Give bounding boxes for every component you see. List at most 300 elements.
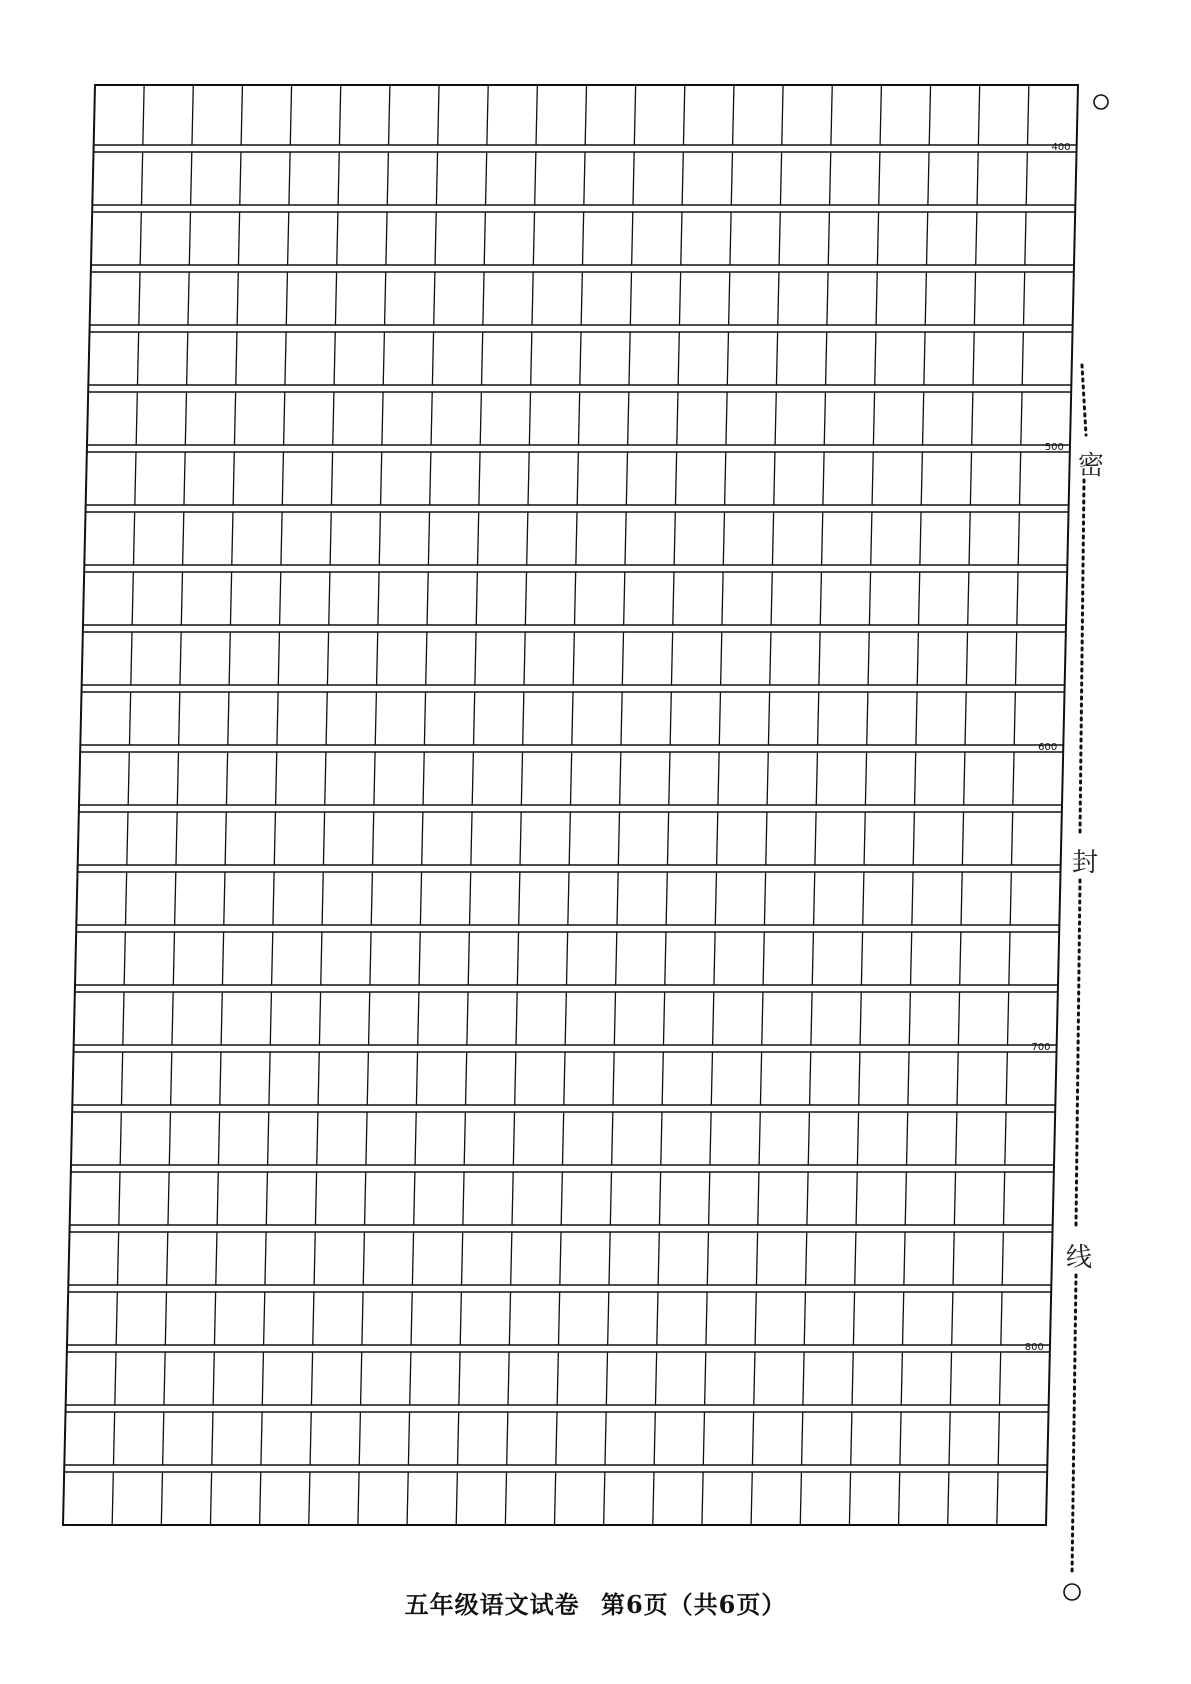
cell-divider [767,752,768,805]
cell-divider [508,1352,509,1405]
cell-divider [220,1052,221,1105]
cell-divider [175,872,176,925]
cell-divider [317,1112,318,1165]
cell-divider [583,212,584,265]
cell-divider [864,812,865,865]
cell-divider [779,212,780,265]
cell-divider [905,1172,906,1225]
cell-divider [270,992,271,1045]
cell-divider [407,1472,408,1525]
cell-divider [524,632,525,685]
cell-divider [286,272,287,325]
cell-divider [726,392,727,445]
cell-divider [814,872,815,925]
cell-divider [618,812,619,865]
cell-divider [325,752,326,805]
cell-divider [181,572,182,625]
cell-divider [907,1112,908,1165]
cell-divider [189,212,190,265]
cell-divider [605,1412,606,1465]
cell-divider [634,85,635,145]
seal-char-feng: 封 [1072,848,1099,878]
cell-divider [224,872,225,925]
cell-divider [958,992,959,1045]
cell-divider [460,1292,461,1345]
cell-divider [509,1292,510,1345]
cell-divider [459,1352,460,1405]
cell-divider [240,152,241,205]
cell-divider [365,1172,366,1225]
cell-divider [237,272,238,325]
cell-divider [1002,1232,1003,1285]
cell-divider [1009,932,1010,985]
cell-divider [921,452,922,505]
cell-divider [622,632,623,685]
cell-divider [613,1052,614,1105]
cell-divider [185,392,186,445]
cell-divider [713,992,714,1045]
cell-divider [579,392,580,445]
cell-divider [426,632,427,685]
cell-divider [830,152,831,205]
cell-divider [212,1412,213,1465]
cell-divider [998,1412,999,1465]
cell-divider [268,1112,269,1165]
cell-divider [564,1052,565,1105]
cell-divider [949,1412,950,1465]
cell-divider [723,512,724,565]
cell-divider [776,332,777,385]
cell-divider [315,1172,316,1225]
cell-divider [474,692,475,745]
cell-divider [754,1352,755,1405]
cell-divider [516,992,517,1045]
cell-divider [569,812,570,865]
cell-divider [567,932,568,985]
cell-divider [123,992,124,1045]
cell-divider [717,812,718,865]
cell-divider [276,752,277,805]
cell-divider [435,212,436,265]
cell-divider [464,1112,465,1165]
cell-divider [853,1292,854,1345]
cell-divider [711,1052,712,1105]
cell-divider [366,1112,367,1165]
cell-divider [436,152,437,205]
cell-divider [972,392,973,445]
cell-divider [428,512,429,565]
cell-divider [229,632,230,685]
cell-divider [867,692,868,745]
cell-divider [901,1352,902,1405]
seal-dotted-line [1082,365,1086,435]
cell-divider [284,392,285,445]
cell-divider [719,692,720,745]
cell-divider [521,752,522,805]
cell-divider [808,1112,809,1165]
cell-divider [420,872,421,925]
exam-title: 五年级语文试卷 [404,1590,580,1619]
cell-divider [412,1232,413,1285]
cell-divider [131,632,132,685]
cell-divider [278,632,279,685]
cell-divider [771,572,772,625]
cell-divider [908,1052,909,1105]
cell-divider [675,452,676,505]
cell-divider [856,1172,857,1225]
cell-divider [1018,512,1019,565]
cell-divider [962,812,963,865]
cell-divider [911,932,912,985]
cell-divider [703,1412,704,1465]
cell-divider [616,932,617,985]
cell-divider [187,332,188,385]
cell-divider [327,632,328,685]
cell-divider [653,1472,654,1525]
cell-divider [322,872,323,925]
cell-divider [956,1112,957,1165]
cell-divider [722,572,723,625]
cell-divider [519,872,520,925]
cell-divider [725,452,726,505]
cell-divider [674,512,675,565]
cell-divider [1001,1292,1002,1345]
cell-divider [164,1352,165,1405]
cell-divider [139,272,140,325]
cell-divider [319,992,320,1045]
seal-dotted-line [1072,1275,1076,1575]
cell-divider [679,272,680,325]
cell-divider [285,332,286,385]
cell-divider [657,1292,658,1345]
cell-divider [624,572,625,625]
cell-divider [167,1232,168,1285]
cell-divider [141,152,142,205]
cell-divider [824,392,825,445]
cell-divider [520,812,521,865]
cell-divider [705,1352,706,1405]
cell-divider [221,992,222,1045]
cell-divider [456,1472,457,1525]
cell-divider [782,85,783,145]
cell-divider [419,932,420,985]
cell-divider [1024,272,1025,325]
cell-divider [818,692,819,745]
cell-divider [217,1172,218,1225]
cell-divider [913,812,914,865]
cell-divider [670,692,671,745]
cell-divider [533,212,534,265]
cell-divider [568,872,569,925]
cell-divider [565,992,566,1045]
cell-divider [416,1052,417,1105]
cell-divider [580,332,581,385]
cell-divider [775,392,776,445]
cell-divider [523,692,524,745]
cell-divider [1014,692,1015,745]
cell-divider [172,992,173,1045]
cell-divider [709,1172,710,1225]
cell-divider [857,1112,858,1165]
cell-divider [289,152,290,205]
cell-divider [630,272,631,325]
cell-divider [778,272,779,325]
cell-divider [663,992,664,1045]
cell-divider [168,1172,169,1225]
cell-divider [909,992,910,1045]
cell-divider [953,1232,954,1285]
cell-divider [483,272,484,325]
cell-divider [472,752,473,805]
cell-divider [764,872,765,925]
seal-dotted-line [1080,480,1084,832]
cell-divider [369,992,370,1045]
cell-divider [661,1112,662,1165]
cell-divider [238,212,239,265]
cell-divider [973,332,974,385]
cell-divider [415,1112,416,1165]
cell-divider [803,1352,804,1405]
cell-divider [184,452,185,505]
cell-divider [662,1052,663,1105]
cell-divider [280,572,281,625]
cell-divider [161,1472,162,1525]
cell-divider [476,572,477,625]
cell-divider [1000,1352,1001,1405]
cell-divider [359,1412,360,1465]
cell-divider [678,332,679,385]
cell-divider [484,212,485,265]
cell-divider [960,932,961,985]
cell-divider [762,992,763,1045]
cell-divider [410,1352,411,1405]
cell-divider [385,272,386,325]
word-count-marker: 700 [1031,1042,1051,1053]
cell-divider [536,85,537,145]
cell-divider [216,1232,217,1285]
cell-divider [529,392,530,445]
cell-divider [978,85,979,145]
cell-divider [233,452,234,505]
cell-divider [758,1172,759,1225]
cell-divider [236,332,237,385]
cell-divider [338,152,339,205]
cell-divider [759,1112,760,1165]
cell-divider [612,1112,613,1165]
cell-divider [128,752,129,805]
cell-divider [466,1052,467,1105]
cell-divider [124,932,125,985]
cell-divider [812,932,813,985]
cell-divider [262,1352,263,1405]
cell-divider [920,512,921,565]
cell-divider [815,812,816,865]
cell-divider [525,572,526,625]
cell-divider [173,932,174,985]
cell-divider [418,992,419,1045]
cell-divider [555,1472,556,1525]
cell-divider [966,632,967,685]
cell-divider [112,1472,113,1525]
cell-divider [377,632,378,685]
cell-divider [137,332,138,385]
cell-divider [511,1232,512,1285]
cell-divider [710,1112,711,1165]
cell-divider [282,452,283,505]
cell-divider [819,632,820,685]
cell-divider [234,392,235,445]
cell-divider [763,932,764,985]
page-footer [0,1585,1191,1620]
cell-divider [475,632,476,685]
cell-divider [561,1172,562,1225]
cell-divider [919,572,920,625]
cell-divider [515,1052,516,1105]
cell-divider [604,1472,605,1525]
cell-divider [928,152,929,205]
cell-divider [163,1412,164,1465]
cell-divider [860,992,861,1045]
cell-divider [115,1352,116,1405]
cell-divider [948,1472,949,1525]
cell-divider [859,1052,860,1105]
cell-divider [576,512,577,565]
cell-divider [132,572,133,625]
cell-divider [912,872,913,925]
cell-divider [120,1112,121,1165]
word-count-marker: 600 [1038,742,1058,753]
cell-divider [816,752,817,805]
cell-divider [768,692,769,745]
cell-divider [214,1292,215,1345]
cell-divider [961,872,962,925]
cell-divider [225,812,226,865]
cell-divider [929,85,930,145]
cell-divider [310,1412,311,1465]
cell-divider [610,1172,611,1225]
cell-divider [806,1232,807,1285]
cell-divider [575,572,576,625]
cell-divider [666,872,667,925]
cell-divider [478,512,479,565]
cell-divider [877,212,878,265]
cell-divider [804,1292,805,1345]
cell-divider [479,452,480,505]
cell-divider [831,85,832,145]
cell-divider [572,692,573,745]
cell-divider [606,1352,607,1405]
cell-divider [609,1232,610,1285]
seal-dotted-line [1076,880,1080,1225]
cell-divider [970,452,971,505]
cell-divider [608,1292,609,1345]
cell-divider [573,632,574,685]
cell-divider [659,1172,660,1225]
cell-divider [718,752,719,805]
cell-divider [872,452,873,505]
cell-divider [873,392,874,445]
cell-divider [899,1472,900,1525]
cell-divider [129,692,130,745]
cell-divider [334,332,335,385]
cell-divider [673,572,674,625]
cell-divider [559,1292,560,1345]
cell-divider [855,1232,856,1285]
cell-divider [470,872,471,925]
cell-divider [326,692,327,745]
cell-divider [140,212,141,265]
cell-divider [434,272,435,325]
cell-divider [171,1052,172,1105]
cell-divider [487,85,488,145]
cell-divider [169,1112,170,1165]
cell-divider [731,152,732,205]
cell-divider [378,572,379,625]
cell-divider [116,1292,117,1345]
cell-divider [965,692,966,745]
cell-divider [1021,392,1022,445]
cell-divider [1020,452,1021,505]
cell-divider [430,452,431,505]
cell-divider [323,812,324,865]
cell-divider [924,332,925,385]
cell-divider [273,872,274,925]
cell-divider [977,152,978,205]
cell-divider [974,272,975,325]
cell-divider [950,1352,951,1405]
cell-divider [213,1352,214,1405]
cell-divider [386,212,387,265]
cell-divider [632,212,633,265]
cell-divider [714,932,715,985]
cell-divider [800,1472,801,1525]
cell-divider [389,85,390,145]
cell-divider [180,632,181,685]
cell-divider [467,992,468,1045]
cell-divider [904,1232,905,1285]
cell-divider [222,932,223,985]
cell-divider [463,1172,464,1225]
cell-divider [335,272,336,325]
cell-divider [226,752,227,805]
cell-divider [331,452,332,505]
cell-divider [192,85,193,145]
cell-divider [408,1412,409,1465]
cell-divider [288,212,289,265]
cell-divider [1006,1052,1007,1105]
cell-divider [1013,752,1014,805]
cell-divider [127,812,128,865]
cell-divider [505,1472,506,1525]
cell-divider [260,1472,261,1525]
cell-divider [807,1172,808,1225]
cell-divider [133,512,134,565]
cell-divider [621,692,622,745]
cell-divider [730,212,731,265]
cell-divider [1028,85,1029,145]
cell-divider [915,752,916,805]
cell-divider [424,692,425,745]
cell-divider [868,632,869,685]
cell-divider [468,932,469,985]
cell-divider [1005,1112,1006,1165]
cell-divider [535,152,536,205]
cell-divider [117,1232,118,1285]
cell-divider [669,752,670,805]
cell-divider [614,992,615,1045]
cell-divider [954,1172,955,1225]
cell-divider [557,1352,558,1405]
